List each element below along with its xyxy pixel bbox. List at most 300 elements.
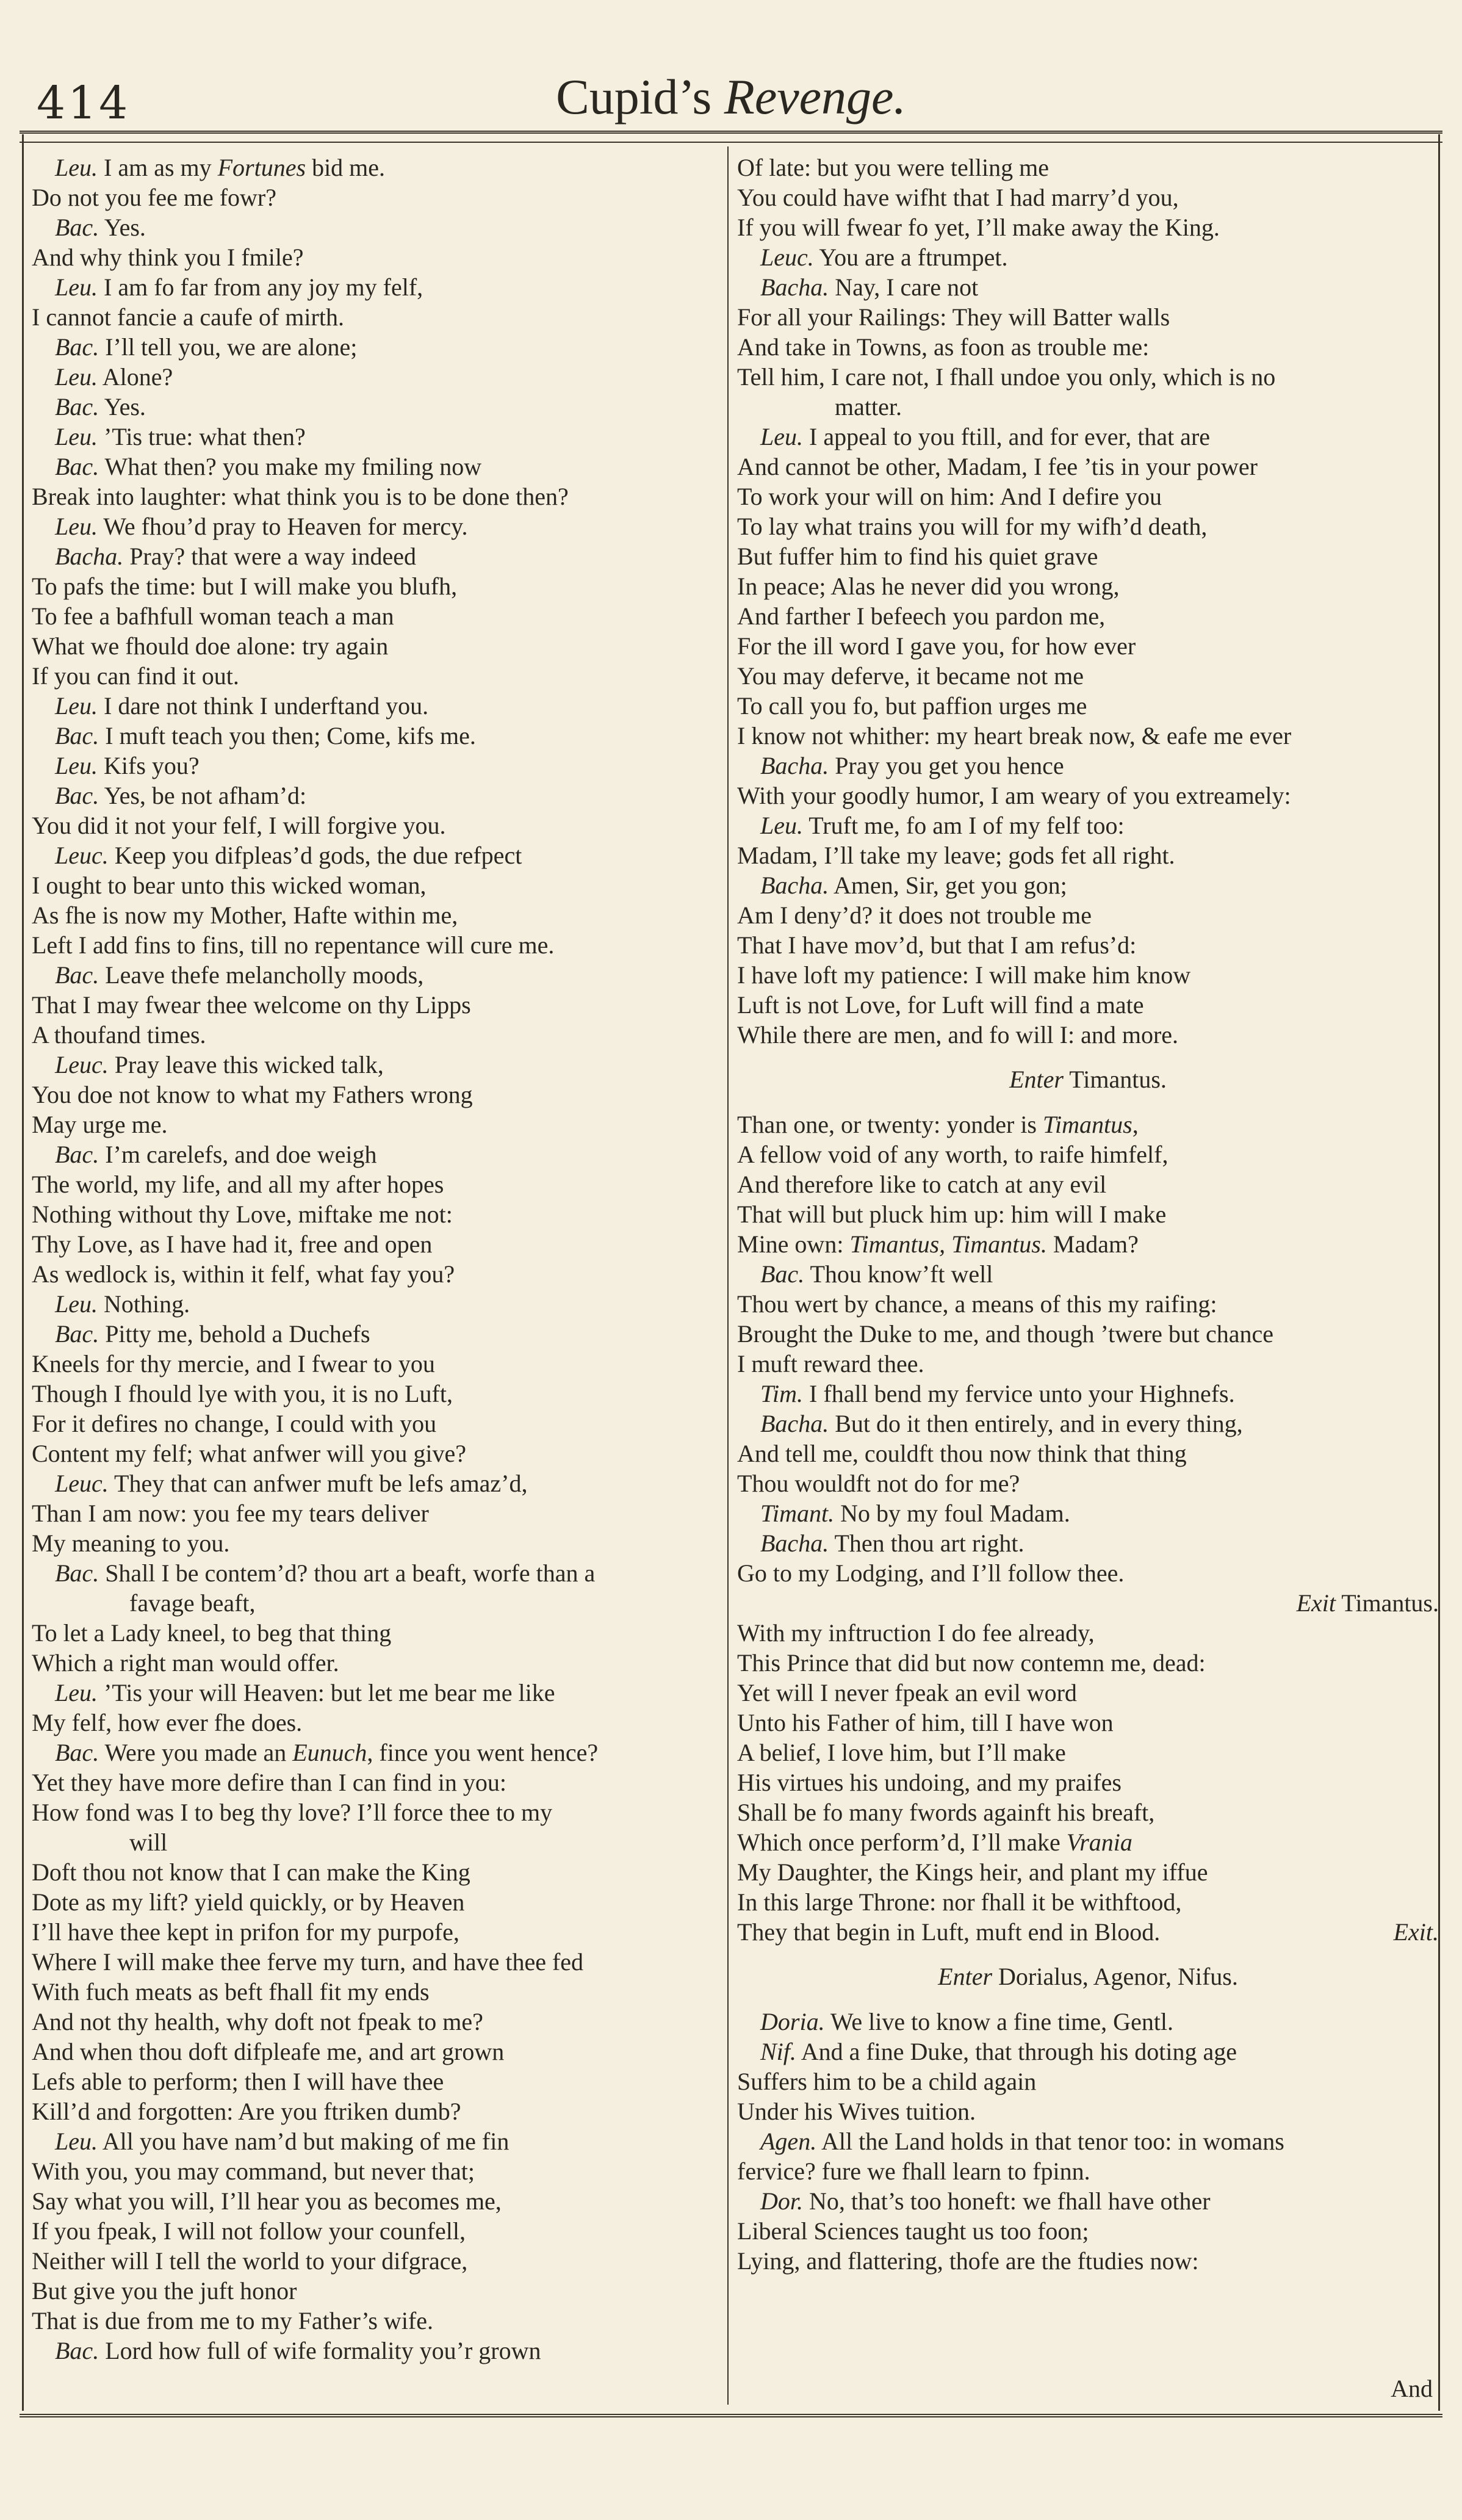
text-line (737, 1259, 1439, 1289)
text-line (737, 452, 1439, 482)
text-line (32, 1289, 721, 1319)
text-line (32, 362, 721, 392)
text-line (32, 1319, 721, 1349)
speaker-name: Leuc. (55, 1470, 109, 1497)
text-line (737, 900, 1439, 930)
speaker-name: Leu. (55, 273, 98, 301)
speaker-name: Bacha. (760, 1410, 829, 1437)
line-text: Madam, I’ll take my leave; gods fet all right. (737, 842, 1175, 869)
text-line (737, 990, 1439, 1020)
text-line (32, 811, 721, 840)
text-line (737, 482, 1439, 511)
text-line (737, 2156, 1439, 2186)
line-text: I’ll tell you, we are alone; (99, 333, 358, 361)
text-line (737, 781, 1439, 811)
speaker-name: Leuc. (55, 1051, 109, 1078)
text-line (737, 661, 1439, 691)
stage-direction-names: Timantus. (1063, 1066, 1167, 1093)
speaker-name: Bac. (760, 1260, 805, 1288)
italic-text: Eunuch (292, 1739, 367, 1766)
text-line (32, 2037, 721, 2067)
line-text: I muft reward thee. (737, 1350, 924, 1377)
speaker-name: Bac. (55, 1739, 99, 1766)
line-text: They that begin in Luft, muft end in Blood. (737, 1918, 1161, 1946)
line-text: Brought the Duke to me, and though ’twere but chance (737, 1320, 1274, 1348)
line-text: Nothing. (98, 1290, 190, 1318)
text-line (737, 1110, 1439, 1139)
line-text: Yes. (99, 214, 146, 241)
text-line (32, 1558, 721, 1588)
speaker-name: Leu. (55, 513, 98, 540)
line-text: Under his Wives tuition. (737, 2098, 976, 2125)
line-text: Yet they have more defire than I can find in you: (32, 1769, 506, 1796)
line-text: We fhou’d pray to Heaven for mercy. (98, 513, 468, 540)
text-line (32, 1379, 721, 1409)
text-line (32, 1349, 721, 1379)
text-line (737, 930, 1439, 960)
line-text: Yet will I never fpeak an evil word (737, 1679, 1077, 1706)
line-text: No by my foul Madam. (834, 1500, 1070, 1527)
text-line (32, 1708, 721, 1738)
line-text: Do not you fee me fowr? (32, 184, 276, 211)
line-text: Lord how full of wife formality you’r grown (99, 2337, 541, 2364)
text-line (32, 2126, 721, 2156)
text-line (32, 2096, 721, 2126)
line-text: While there are men, and fo will I: and more. (737, 1021, 1179, 1049)
running-head (0, 68, 1462, 126)
text-line (32, 840, 721, 870)
line-text: Yes. (99, 393, 146, 421)
speaker-name: Leu. (55, 752, 98, 779)
speaker-name: Leu. (760, 423, 803, 450)
text-line (32, 541, 721, 571)
text-line (32, 1229, 721, 1259)
line-text: Alone? (98, 363, 173, 391)
line-text: For it defires no change, I could with you (32, 1410, 437, 1437)
line-text-end: Madam? (1046, 1230, 1139, 1258)
line-text: Left I add fins to fins, till no repentance will cure me. (32, 931, 555, 959)
text-line (32, 1887, 721, 1917)
text-line (737, 721, 1439, 751)
text-line (32, 1588, 721, 1618)
italic-text: Vrania (1066, 1829, 1133, 1856)
text-line (32, 242, 721, 272)
text-line (737, 153, 1439, 182)
text-line (737, 1708, 1439, 1738)
speaker-name: Bac. (55, 1320, 99, 1348)
text-line (32, 482, 721, 511)
text-line (32, 2246, 721, 2276)
line-text: favage beaft, (129, 1589, 256, 1617)
running-head-title: Cupid’s (556, 69, 712, 125)
stage-direction (737, 1050, 1439, 1110)
speaker-name: Leu. (55, 692, 98, 720)
speaker-name: Bac. (55, 722, 99, 749)
line-text: To lay what trains you will for my wifh’d death, (737, 513, 1208, 540)
text-line (32, 661, 721, 691)
text-line (32, 1618, 721, 1648)
line-text: Yes, be not afham’d: (99, 782, 307, 809)
line-text: For the ill word I gave you, for how ever (737, 632, 1136, 660)
line-text: A belief, I love him, but I’ll make (737, 1739, 1066, 1766)
text-line (737, 2186, 1439, 2216)
line-text: To call you fo, but paffion urges me (737, 692, 1087, 720)
text-line (737, 751, 1439, 781)
catchword: And (1391, 2375, 1433, 2402)
line-text: Shall be fo many fwords againft his breaft, (737, 1799, 1155, 1826)
text-line (32, 1528, 721, 1558)
text-line (737, 1409, 1439, 1439)
line-text: But do it then entirely, and in every thing, (829, 1410, 1243, 1437)
line-text: If you will fwear fo yet, I’ll make away the King. (737, 214, 1220, 241)
stage-direction-keyword: Enter (1009, 1066, 1064, 1093)
text-line (737, 870, 1439, 900)
text-line (32, 1020, 721, 1050)
line-text: Truft me, fo am I of my felf too: (803, 812, 1125, 839)
text-line (737, 1618, 1439, 1648)
line-text: Than I am now: you fee my tears deliver (32, 1500, 429, 1527)
text-line (737, 1020, 1439, 1050)
line-text: Lefs able to perform; then I will have thee (32, 2068, 444, 2095)
speaker-name: Bac. (55, 961, 99, 989)
text-line (737, 2007, 1439, 2037)
text-line (737, 2246, 1439, 2276)
line-text: And take in Towns, as foon as trouble me: (737, 333, 1150, 361)
text-line (32, 601, 721, 631)
line-text: To pafs the time: but I will make you blufh, (32, 572, 458, 600)
line-text: Say what you will, I’ll hear you as becomes me, (32, 2187, 502, 2215)
text-line (32, 392, 721, 422)
line-text: With fuch meats as beft fhall fit my ends (32, 1978, 430, 2006)
line-text: That I may fwear thee welcome on thy Lipps (32, 991, 471, 1019)
line-text: What then? you make my fmiling now (99, 453, 482, 480)
text-line (737, 691, 1439, 721)
left-column (32, 153, 721, 2366)
text-line (32, 691, 721, 721)
text-line (32, 511, 721, 541)
line-text: You may deferve, it became not me (737, 662, 1084, 690)
text-line (32, 452, 721, 482)
line-text: And when thou doft difpleafe me, and art grown (32, 2038, 505, 2065)
text-line (32, 1827, 721, 1857)
exit-keyword: Exit. (1393, 1918, 1439, 1946)
line-text: In this large Throne: nor fhall it be withftood, (737, 1888, 1182, 1916)
line-text: Go to my Lodging, and I’ll follow thee. (737, 1559, 1125, 1587)
text-line (32, 1977, 721, 2007)
line-text: Of late: but you were telling me (737, 154, 1049, 181)
line-text: You did it not your felf, I will forgive you. (32, 812, 446, 839)
text-line (32, 332, 721, 362)
text-line (737, 332, 1439, 362)
line-text: Nothing without thy Love, miftake me not: (32, 1200, 453, 1228)
line-text: That I have mov’d, but that I am refus’d: (737, 931, 1137, 959)
italic-text: Timantus, Timantus. (849, 1230, 1047, 1258)
line-text: will (129, 1829, 168, 1856)
text-line (737, 601, 1439, 631)
line-text: For all your Railings: They will Batter walls (737, 303, 1170, 331)
line-text: Content my felf; what anfwer will you give? (32, 1440, 467, 1467)
text-line (32, 1857, 721, 1887)
text-line (737, 302, 1439, 332)
line-text: Luft is not Love, for Luft will find a mate (737, 991, 1144, 1019)
line-text: I appeal to you ftill, and for ever, that are (803, 423, 1211, 450)
speaker-name: Bac. (55, 1559, 99, 1587)
speaker-name: Bac. (55, 393, 99, 421)
text-line (737, 1887, 1439, 1917)
text-line (32, 900, 721, 930)
text-line (737, 840, 1439, 870)
line-text: Kill’d and forgotten: Are you ftriken dumb? (32, 2098, 461, 2125)
text-line (737, 1648, 1439, 1678)
text-line (32, 212, 721, 242)
text-line (737, 422, 1439, 452)
text-line (32, 2216, 721, 2246)
text-line (737, 2037, 1439, 2067)
text-line (32, 781, 721, 811)
speaker-name: Timant. (760, 1500, 835, 1527)
line-text: Though I fhould lye with you, it is no Luft, (32, 1380, 453, 1407)
line-text: You doe not know to what my Fathers wrong (32, 1081, 473, 1108)
line-text: And a fine Duke, that through his doting age (796, 2038, 1237, 2065)
text-line (32, 571, 721, 601)
line-text: To work your will on him: And I defire you (737, 483, 1162, 510)
line-text: I am fo far from any joy my felf, (98, 273, 423, 301)
text-line (737, 1767, 1439, 1797)
line-text: Thy Love, as I have had it, free and open (32, 1230, 433, 1258)
speaker-name: Dor. (760, 2187, 804, 2215)
text-line (737, 2126, 1439, 2156)
line-text: Where I will make thee ferve my turn, and have thee fed (32, 1948, 584, 1976)
line-text: If you fpeak, I will not follow your counfell, (32, 2217, 466, 2245)
line-text: May urge me. (32, 1111, 168, 1138)
line-text: Doft thou not know that I can make the King (32, 1858, 470, 1886)
text-line (32, 1169, 721, 1199)
text-line (32, 1917, 721, 1947)
text-line (32, 1468, 721, 1498)
text-line (737, 1738, 1439, 1767)
text-line (737, 1439, 1439, 1468)
speaker-name: Leu. (55, 1290, 98, 1318)
text-line (737, 272, 1439, 302)
speaker-name: Bac. (55, 453, 99, 480)
line-text: To fee a bafhfull woman teach a man (32, 602, 394, 630)
text-line (737, 242, 1439, 272)
line-text: All the Land holds in that tenor too: in womans (816, 2128, 1284, 2155)
line-text: I know not whither: my heart break now, & eafe me ever (737, 722, 1292, 749)
line-text: Then thou art right. (829, 1529, 1024, 1557)
speaker-name: Bacha. (760, 1529, 829, 1557)
line-text: And therefore like to catch at any evil (737, 1171, 1107, 1198)
line-text: Suffers him to be a child again (737, 2068, 1037, 2095)
speaker-name: Tim. (760, 1380, 804, 1407)
text-line (32, 631, 721, 661)
line-text: And why think you I fmile? (32, 244, 304, 271)
line-text: Pray? that were a way indeed (123, 543, 416, 570)
speaker-name: Leuc. (55, 842, 109, 869)
text-line (737, 960, 1439, 990)
text-line (32, 2186, 721, 2216)
stage-direction-names: Dorialus, Agenor, Nifus. (992, 1963, 1238, 1990)
line-text: I have loft my patience: I will make him know (737, 961, 1191, 989)
line-text: Pray leave this wicked talk, (108, 1051, 384, 1078)
text-line (737, 1289, 1439, 1319)
stage-direction-keyword: Enter (938, 1963, 993, 1990)
line-text: To let a Lady kneel, to beg that thing (32, 1619, 392, 1647)
text-line (32, 153, 721, 182)
line-text: Neither will I tell the world to your difgrace, (32, 2247, 468, 2275)
text-line (737, 1229, 1439, 1259)
text-line (32, 1139, 721, 1169)
speaker-name: Leu. (55, 2128, 98, 2155)
line-text: In peace; Alas he never did you wrong, (737, 572, 1120, 600)
left-border (22, 134, 24, 2411)
line-text: A fellow void of any worth, to raife himfelf, (737, 1141, 1169, 1168)
text-line (737, 212, 1439, 242)
line-text-end: bid me. (306, 154, 386, 181)
text-line (737, 1199, 1439, 1229)
line-text: A thoufand times. (32, 1021, 206, 1049)
line-text-end: , (1132, 1111, 1139, 1138)
exit-name: Timantus. (1336, 1589, 1439, 1617)
line-text: Keep you difpleas’d gods, the due refpect (108, 842, 522, 869)
text-line (32, 422, 721, 452)
text-line (32, 990, 721, 1020)
text-line (737, 1678, 1439, 1708)
text-line (32, 1767, 721, 1797)
line-text: I am as my (98, 154, 218, 181)
text-line (32, 751, 721, 781)
text-line (32, 2007, 721, 2037)
text-line (737, 1349, 1439, 1379)
line-text: As wedlock is, within it felf, what fay you? (32, 1260, 455, 1288)
line-text: Which a right man would offer. (32, 1649, 339, 1677)
text-line (32, 1439, 721, 1468)
text-line (737, 182, 1439, 212)
text-line (32, 1409, 721, 1439)
line-text: That is due from me to my Father’s wife. (32, 2307, 434, 2334)
line-text: And cannot be other, Madam, I fee ’tis in your power (737, 453, 1258, 480)
text-line (32, 2156, 721, 2186)
line-text: That will but pluck him up: him will I make (737, 1200, 1167, 1228)
speaker-name: Bacha. (760, 273, 829, 301)
text-line (32, 1738, 721, 1767)
text-line (737, 1139, 1439, 1169)
text-line (737, 1498, 1439, 1528)
line-text: I cannot fancie a caufe of mirth. (32, 303, 344, 331)
speaker-name: Doria. (760, 2008, 825, 2035)
line-text: Kneels for thy mercie, and I fwear to you (32, 1350, 435, 1377)
line-text: Break into laughter: what think you is to be done then? (32, 483, 569, 510)
line-text: Dote as my lift? yield quickly, or by Heaven (32, 1888, 465, 1916)
speaker-name: Bac. (55, 1141, 99, 1168)
line-text: With you, you may command, but never that; (32, 2157, 475, 2185)
text-line (32, 1050, 721, 1080)
line-text: We live to know a fine time, Gentl. (824, 2008, 1174, 2035)
line-text: His virtues his undoing, and my praifes (737, 1769, 1122, 1796)
text-line (737, 362, 1439, 392)
text-line (32, 930, 721, 960)
stage-direction (737, 1947, 1439, 2007)
italic-text: Fortunes (217, 154, 306, 181)
speaker-name: Nif. (760, 2038, 796, 2065)
text-line (737, 1797, 1439, 1827)
speaker-name: Leu. (55, 154, 98, 181)
line-text: Kifs you? (98, 752, 200, 779)
line-text: How fond was I to beg thy love? I’ll force thee to my (32, 1799, 553, 1826)
line-text: Amen, Sir, get you gon; (829, 872, 1067, 899)
line-text: This Prince that did but now contemn me, dead: (737, 1649, 1206, 1677)
line-text: But fuffer him to find his quiet grave (737, 543, 1098, 570)
text-line (32, 2276, 721, 2306)
text-line (737, 1468, 1439, 1498)
line-text: If you can find it out. (32, 662, 239, 690)
speaker-name: Agen. (760, 2128, 817, 2155)
line-text: The world, my life, and all my after hopes (32, 1171, 444, 1198)
right-column (737, 153, 1439, 2276)
page-number: 414 (37, 77, 131, 129)
line-text: Shall I be contem’d? thou art a beaft, worfe than a (99, 1559, 596, 1587)
line-text: fervice? fure we fhall learn to fpinn. (737, 2157, 1090, 2185)
line-text: All you have nam’d but making of me fin (98, 2128, 510, 2155)
exit-direction (737, 1588, 1439, 1618)
running-head-title-italic: Revenge. (724, 69, 906, 125)
line-text: Pitty me, behold a Duchefs (99, 1320, 370, 1348)
line-text: I’m carelefs, and doe weigh (99, 1141, 377, 1168)
text-line (32, 182, 721, 212)
line-text: And tell me, couldft thou now think that thing (737, 1440, 1187, 1467)
text-line (32, 272, 721, 302)
speaker-name: Leuc. (760, 244, 814, 271)
text-line (32, 1947, 721, 1977)
speaker-name: Bacha. (55, 543, 124, 570)
line-text: matter. (835, 393, 902, 421)
line-text: Mine own: (737, 1230, 850, 1258)
line-text: ’Tis your will Heaven: but let me bear me like (98, 1679, 555, 1706)
text-line (32, 2336, 721, 2366)
line-text: I muft teach you then; Come, kifs me. (99, 722, 476, 749)
speaker-name: Bac. (55, 333, 99, 361)
speaker-name: Leu. (760, 812, 803, 839)
exit-keyword: Exit (1296, 1589, 1336, 1617)
text-line (32, 721, 721, 751)
line-text: Than one, or twenty: yonder is (737, 1111, 1043, 1138)
text-line (32, 2306, 721, 2336)
line-text: Lying, and flattering, thofe are the ftudies now: (737, 2247, 1199, 2275)
line-text: Pray you get you hence (829, 752, 1064, 779)
line-text: Nay, I care not (829, 273, 979, 301)
italic-text: Timantus (1043, 1111, 1133, 1138)
text-line (32, 1080, 721, 1110)
text-line (737, 811, 1439, 840)
text-line (737, 571, 1439, 601)
speaker-name: Leu. (55, 423, 98, 450)
line-text: With my inftruction I do fee already, (737, 1619, 1095, 1647)
line-text-end: , fince you went hence? (367, 1739, 599, 1766)
speaker-name: Bac. (55, 2337, 99, 2364)
line-text: And farther I befeech you pardon me, (737, 602, 1106, 630)
line-text: Unto his Father of him, till I have won (737, 1709, 1114, 1736)
text-line (32, 960, 721, 990)
line-text: I’ll have thee kept in prifon for my purpofe, (32, 1918, 459, 1946)
text-line (737, 1169, 1439, 1199)
speaker-name: Bacha. (760, 872, 829, 899)
line-text: Thou wert by chance, a means of this my raifing: (737, 1290, 1217, 1318)
line-text: My meaning to you. (32, 1529, 230, 1557)
line-text: And not thy health, why doft not fpeak to me? (32, 2008, 483, 2035)
text-line (737, 2216, 1439, 2246)
text-line (32, 1797, 721, 1827)
line-text: I dare not think I underftand you. (98, 692, 429, 720)
